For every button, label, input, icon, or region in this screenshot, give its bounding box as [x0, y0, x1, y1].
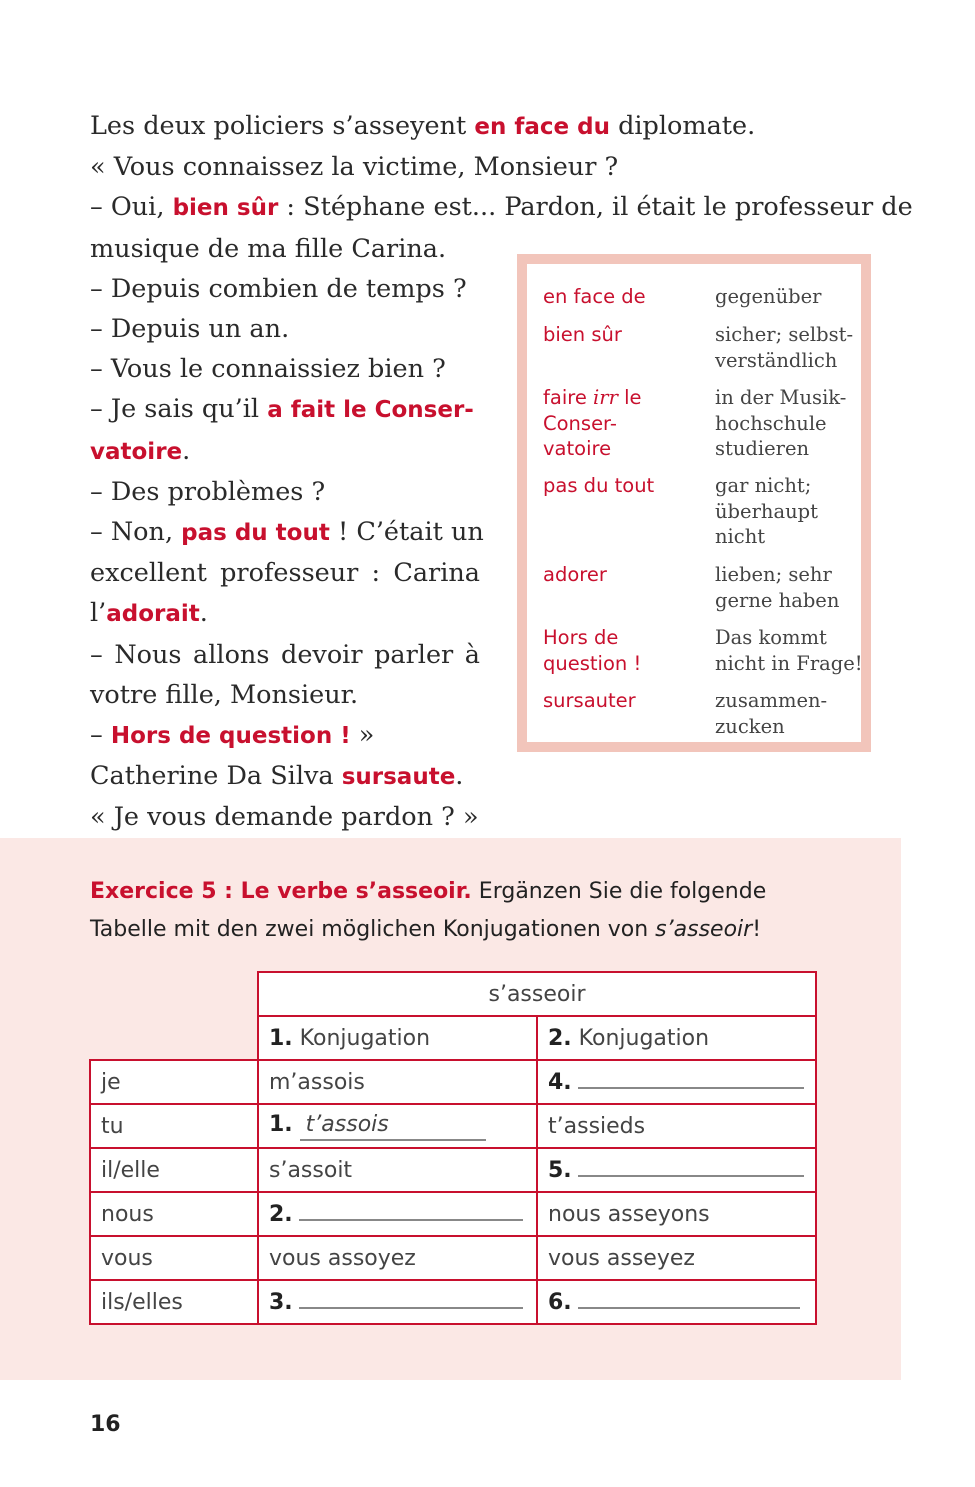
text: Konjugation [292, 1025, 431, 1051]
number: 3. [269, 1289, 293, 1315]
text: l’ [90, 598, 107, 629]
number: 4. [548, 1069, 572, 1095]
story-line [90, 106, 880, 147]
table-row [90, 1192, 816, 1236]
text: Catherine Da Silva [90, 761, 342, 792]
answer-line[interactable] [578, 1307, 800, 1309]
number: 2. [548, 1025, 572, 1051]
text: Ergänzen Sie die folgende [471, 879, 767, 904]
story-line: « Vous connaissez la victime, Monsieur ? [90, 152, 619, 183]
answer-cell[interactable] [537, 1060, 816, 1104]
pronoun-cell: nous [90, 1192, 258, 1236]
conjugation-cell: m’assois [258, 1060, 537, 1104]
vocab-french: adorer [543, 563, 607, 586]
exercise-instructions [90, 873, 880, 949]
text: Les deux policiers s’asseyent [90, 111, 475, 141]
vocab-german: gegenüber [715, 285, 822, 308]
answer-line[interactable] [578, 1175, 804, 1177]
story-line [90, 715, 480, 756]
text: – Je sais qu’il [90, 394, 268, 425]
conjugation-cell: vous assoyez [258, 1236, 537, 1280]
table-row [90, 1060, 816, 1104]
answer-cell[interactable] [258, 1280, 537, 1324]
vocab-highlight: a fait le Conser- [267, 397, 474, 424]
story-line: – Depuis un an. [90, 314, 290, 345]
number: 6. [548, 1289, 572, 1315]
vocab-french: sursauter [543, 689, 636, 712]
text: ! [752, 917, 762, 942]
conjugation-table [89, 971, 817, 1325]
vocab-highlight: Hors de question ! [110, 723, 351, 750]
story-line: – Depuis combien de temps ? [90, 273, 467, 304]
text: » [350, 720, 375, 751]
table-row [90, 972, 816, 1016]
exercise-title: Exercice 5 : Le verbe s’asseoir. [90, 879, 472, 904]
vocab-german: in der Musik- hochschule studieren [715, 386, 847, 460]
pronoun-cell: ils/elles [90, 1280, 258, 1324]
story-line: – Des problèmes ? [90, 476, 326, 507]
vocab-french: pas du tout [543, 474, 655, 497]
vocab-highlight: adorait [106, 601, 200, 628]
empty-cell [90, 1016, 258, 1060]
table-header: s’asseoir [258, 972, 816, 1016]
number: 1. [269, 1025, 293, 1051]
example-answer: t’assois [300, 1111, 486, 1141]
verb: s’asseoir [655, 917, 753, 942]
number: 1. [269, 1112, 293, 1137]
text: faire [543, 386, 594, 409]
story-line [90, 431, 480, 472]
story-line: excellent professeur : Carina [90, 558, 480, 589]
vocab-german: zusammen- zucken [715, 689, 828, 738]
pronoun-cell: il/elle [90, 1148, 258, 1192]
text: ! C’était un [329, 517, 484, 548]
story-line [90, 756, 480, 797]
text: . [455, 761, 464, 792]
number: 2. [269, 1201, 293, 1227]
vocab-german: Das kommt nicht in Frage! [715, 626, 863, 675]
empty-cell [90, 972, 258, 1016]
answer-line[interactable] [299, 1307, 523, 1309]
text: – Non, [90, 517, 182, 548]
vocabulary-box [517, 254, 871, 752]
text: le Conser- vatoire [543, 386, 642, 460]
vocab-french: Hors de question ! [543, 626, 642, 675]
conjugation-cell: vous asseyez [537, 1236, 816, 1280]
column-header [537, 1016, 816, 1060]
pronoun-cell: je [90, 1060, 258, 1104]
table-row [90, 1148, 816, 1192]
answer-cell[interactable] [537, 1148, 816, 1192]
vocab-german: gar nicht; überhaupt nicht [715, 474, 818, 548]
text: diplomate. [609, 111, 756, 141]
text: . [182, 435, 191, 466]
story-line: – Vous le connaissiez bien ? [90, 354, 446, 385]
answer-cell[interactable] [258, 1192, 537, 1236]
vocab-french: en face de [543, 285, 646, 308]
text: . [199, 598, 208, 629]
text: : Stéphane est... Pardon, il était le professeur de [278, 192, 913, 223]
story-line [90, 593, 480, 634]
text: Tabelle mit den zwei möglichen Konjugationen von [90, 917, 656, 942]
vocab-french [543, 385, 693, 462]
answer-line[interactable] [299, 1219, 523, 1221]
story-line [90, 389, 480, 430]
vocab-highlight: sursaute [341, 764, 456, 791]
answer-cell[interactable] [258, 1104, 537, 1148]
story-line: votre fille, Monsieur. [90, 679, 359, 710]
irregular-marker: irr [593, 386, 618, 409]
conjugation-cell: t’assieds [537, 1104, 816, 1148]
answer-cell[interactable] [537, 1280, 816, 1324]
table-row [90, 1016, 816, 1060]
vocab-german: lieben; sehr gerne haben [715, 563, 840, 612]
vocab-german: sicher; selbst- verständlich [715, 323, 854, 372]
vocab-highlight: vatoire [90, 438, 183, 465]
table-row [90, 1236, 816, 1280]
text: – Oui, [90, 192, 173, 223]
text: – [90, 720, 111, 751]
story-line: « Je vous demande pardon ? » [90, 802, 479, 833]
story-line: – Nous allons devoir parler à [90, 639, 480, 670]
table-row [90, 1280, 816, 1324]
story-line [90, 512, 484, 553]
table-row [90, 1104, 816, 1148]
page-number: 16 [90, 1412, 121, 1437]
answer-line[interactable] [578, 1087, 804, 1089]
pronoun-cell: vous [90, 1236, 258, 1280]
conjugation-cell: s’assoit [258, 1148, 537, 1192]
vocab-highlight: en face du [474, 114, 610, 140]
text: Konjugation [571, 1025, 710, 1051]
pronoun-cell: tu [90, 1104, 258, 1148]
vocab-highlight: bien sûr [172, 195, 279, 222]
vocab-french: bien sûr [543, 323, 622, 346]
story-line: musique de ma fille Carina. [90, 233, 447, 264]
story-line [90, 187, 913, 228]
number: 5. [548, 1157, 572, 1183]
column-header [258, 1016, 537, 1060]
conjugation-cell: nous asseyons [537, 1192, 816, 1236]
vocab-highlight: pas du tout [181, 520, 330, 547]
